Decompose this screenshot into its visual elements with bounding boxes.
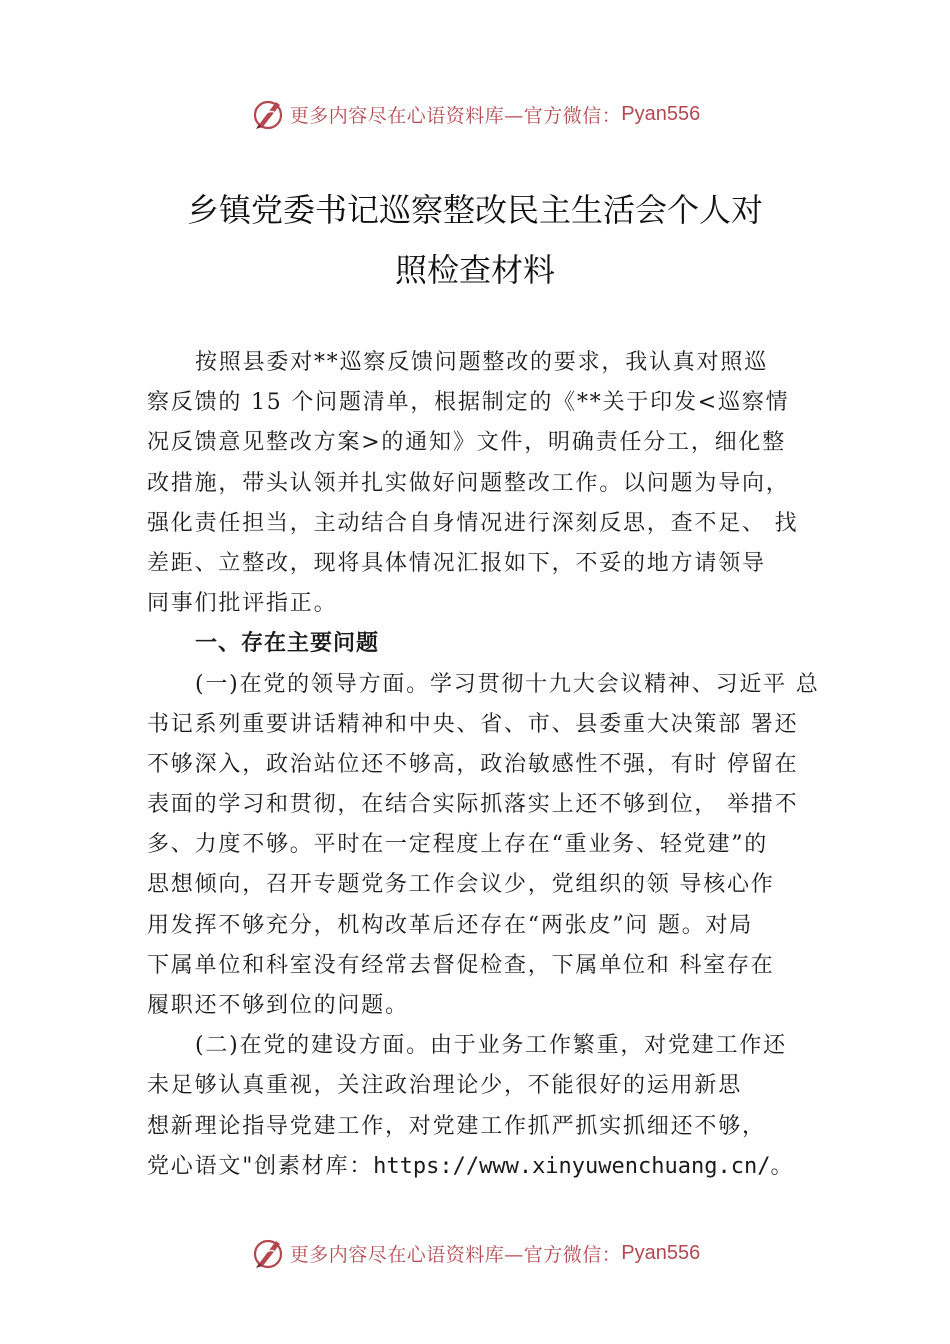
banner-text: 更多内容尽在心语资料库—官方微信： xyxy=(289,1243,622,1266)
banner-wechat-id: Pyan556 xyxy=(621,102,701,125)
title-line-1: 乡镇党委书记巡察整改民主生活会个人对 xyxy=(186,191,763,229)
item-2-line: 未足够认真重视，关注政治理论少，不能很好的运用新思 xyxy=(147,1073,743,1099)
intro-line: 按照县委对**巡察反馈问题整改的要求，我认真对照巡 xyxy=(195,350,769,375)
item-1-line: 用发挥不够充分，机构改革后还存在“两张皮”问 题。对局 xyxy=(147,912,754,938)
intro-line: 差距、立整改，现将具体情况汇报如下，不妥的地方请领导 xyxy=(147,550,766,576)
item-2-paragraph xyxy=(147,1026,847,1187)
intro-line: 况反馈意见整改方案>的通知》文件，明确责任分工，细化整 xyxy=(147,430,787,456)
item-1-line: 表面的学习和贯彻，在结合实际抓落实上还不够到位， 举措不 xyxy=(147,792,799,818)
item-1-line: 不够深入，政治站位还不够高，政治敏感性不强，有时 停留在 xyxy=(147,751,799,777)
document-body xyxy=(147,343,847,1187)
item-1-line: 书记系列重要讲话精神和中央、省、市、县委重大决策部 署还 xyxy=(147,711,799,737)
item-2-last-suffix: 。 xyxy=(770,1153,795,1179)
item-2-line: 想新理论指导党建工作，对党建工作抓严抓实抓细还不够， xyxy=(147,1113,766,1139)
item-1-line: 思想倾向，召开专题党务工作会议少，党组织的领 导核心作 xyxy=(147,872,775,898)
intro-line: 同事们批评指正。 xyxy=(147,591,338,617)
intro-line: 强化责任担当，主动结合自身情况进行深刻反思，查不足、 找 xyxy=(147,510,799,536)
item-1-line: 多、力度不够。平时在一定程度上存在“重业务、轻党建”的 xyxy=(147,832,769,858)
item-2-last-line xyxy=(147,1147,847,1187)
source-url-link[interactable]: https://www.xinyuwenchuang.cn/ xyxy=(373,1153,771,1179)
item-1-line: 履职还不够到位的问题。 xyxy=(147,993,409,1018)
document-title xyxy=(0,180,950,300)
intro-line: 察反馈的 15 个问题清单，根据制定的《**关于印发<巡察情 xyxy=(147,390,790,416)
item-1-line: (一)在党的领导方面。学习贯彻十九大会议精神、习近平 总 xyxy=(195,671,820,697)
intro-line: 改措施，带头认领并扎实做好问题整改工作。以问题为导向， xyxy=(147,470,790,496)
item-1-paragraph xyxy=(147,665,847,1027)
header-banner xyxy=(0,94,950,134)
pen-circle-logo-icon xyxy=(250,1235,286,1271)
title-line-2: 照检查材料 xyxy=(394,251,555,289)
item-2-last-prefix: 党心语文"创素材库： xyxy=(147,1153,374,1179)
section-heading: 一、存在主要问题 xyxy=(195,631,380,657)
banner-wechat-id: Pyan556 xyxy=(621,1241,701,1264)
footer-banner xyxy=(0,1233,950,1273)
intro-paragraph xyxy=(147,343,847,624)
item-1-line: 下属单位和科室没有经常去督促检查，下属单位和 科室存在 xyxy=(147,952,775,978)
banner-text: 更多内容尽在心语资料库—官方微信： xyxy=(289,104,622,127)
pen-circle-logo-icon xyxy=(250,96,286,132)
item-2-line: (二)在党的建设方面。由于业务工作繁重，对党建工作还 xyxy=(195,1033,787,1059)
